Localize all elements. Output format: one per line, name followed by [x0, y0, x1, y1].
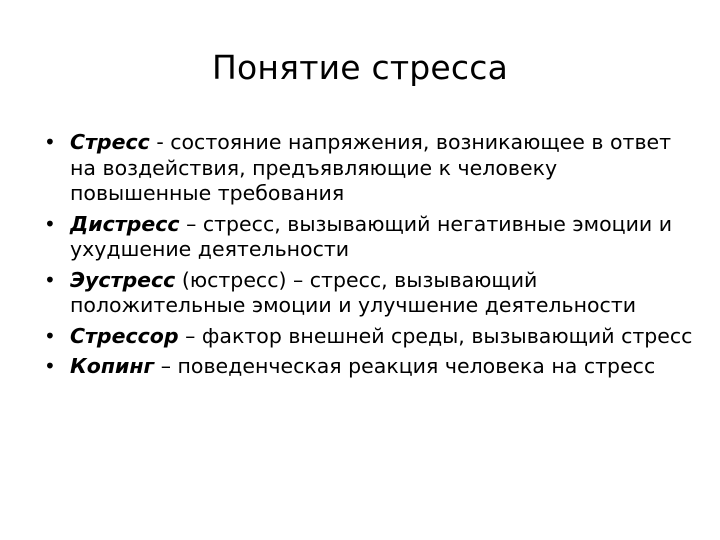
- term-eustress: Эустресс: [70, 267, 176, 292]
- bullet-icon: •: [44, 354, 56, 378]
- bullet-icon: •: [44, 130, 56, 154]
- definition-stress: - состояние напряжения, возникающее в ответ на воздействия, предъявляющие к человеку повышенные требования: [70, 130, 672, 205]
- bullet-item-stress: [44, 130, 694, 207]
- bullet-icon: •: [44, 323, 56, 348]
- bullet-icon: •: [44, 211, 56, 236]
- definition-distress: – стресс, вызывающий негативные эмоции и ухудшение деятельности: [70, 211, 673, 261]
- bullet-item-coping: [44, 354, 694, 380]
- slide-title: Понятие стресса: [211, 48, 509, 87]
- bullet-icon: •: [44, 267, 56, 292]
- bullet-item-eustress: [44, 268, 694, 319]
- bullet-list: [44, 130, 694, 385]
- bullet-item-distress: [44, 212, 694, 263]
- definition-eustress: (юстресс) – стресс, вызывающий положительные эмоции и улучшение деятельности: [70, 267, 637, 317]
- definition-stressor: – фактор внешней среды, вызывающий стресс: [178, 323, 693, 348]
- term-coping: Копинг: [70, 354, 155, 378]
- term-distress: Дистресс: [70, 211, 180, 236]
- term-stress: Стресс: [70, 130, 150, 154]
- bullet-item-stressor: [44, 324, 694, 350]
- definition-coping: – поведенческая реакция человека на стресс: [154, 354, 656, 378]
- term-stressor: Стрессор: [70, 323, 179, 348]
